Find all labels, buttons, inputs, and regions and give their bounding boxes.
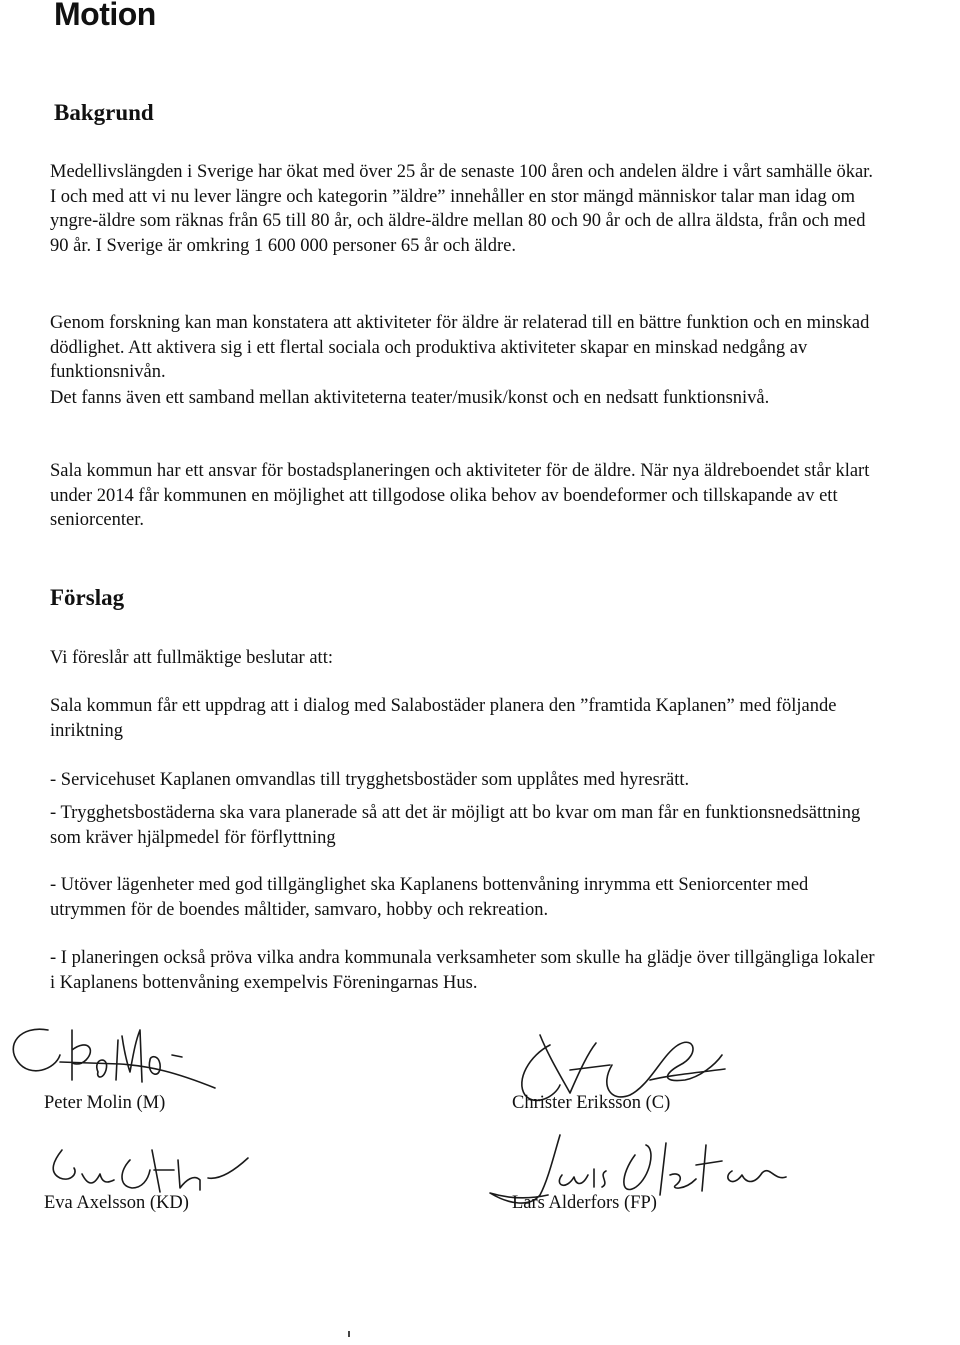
background-paragraph-2: Genom forskning kan man konstatera att aktiviteter för äldre är relaterad till en bättre funktion och en minskad dödlighet. Att aktivera sig i ett flertal sociala och produktiva aktiviteter skapar en minskad nedgång av funktionsnivån. — [50, 313, 870, 382]
background-paragraph-3: Det fanns även ett samband mellan aktiviteterna teater/musik/konst och en nedsatt funktionsnivå. — [50, 388, 770, 408]
proposal-assignment: Sala kommun får ett uppdrag att i dialog med Salabostäder planera den ”framtida Kaplanen” med följande inriktning — [50, 696, 837, 741]
proposal-bullet-3: - Utöver lägenheter med god tillgänglighet ska Kaplanens bottenvåning inrymma ett Seniorcenter med utrymmen för de boendes måltider, samvaro, hobby och rekreation. — [50, 875, 809, 920]
signature-name-peter-molin: Peter Molin (M) — [44, 1093, 166, 1113]
proposal-intro: Vi föreslår att fullmäktige beslutar att: — [50, 648, 333, 668]
signature-name-christer-eriksson: Christer Eriksson (C) — [512, 1093, 671, 1113]
section-heading-proposal: Förslag — [50, 585, 125, 610]
scan-speck — [348, 1331, 350, 1337]
background-paragraph-4: Sala kommun har ett ansvar för bostadsplaneringen och aktiviteter för de äldre. När nya äldreboendet står klart under 2014 får kommunen en möjlighet att tillgodose olika behov av boendeformer och tillskapande av ett seniorcenter. — [50, 461, 870, 530]
proposal-bullet-2: - Trygghetsbostäderna ska vara planerade så att det är möjligt att bo kvar om man får en funktionsnedsättning som kräver hjälpmedel för förflyttning — [50, 803, 861, 848]
document-title: Motion — [54, 0, 156, 32]
proposal-bullet-4: - I planeringen också pröva vilka andra kommunala verksamheter som skulle ha glädje över tillgängliga lokaler i Kaplanens bottenvåning exempelvis Föreningarnas Hus. — [50, 948, 875, 993]
proposal-bullet-1: - Servicehuset Kaplanen omvandlas till trygghetsbostäder som upplåtes med hyresrätt. — [50, 770, 690, 790]
background-paragraph-1: Medellivslängden i Sverige har ökat med över 25 år de senaste 100 åren och andelen äldre i vårt samhälle ökar. I och med att vi nu lever längre och kategorin ”äldre” innehåller en stor mängd människor talar man idag om yngre-äldre som räknas från 65 till 80 år, och äldre-äldre mellan 80 och 90 år och de allra äldsta, från och med 90 år. I Sverige är omkring 1 600 000 personer 65 år och äldre. — [50, 162, 873, 256]
signature-name-lars-alderfors: Lars Alderfors (FP) — [512, 1193, 657, 1213]
signature-name-eva-axelsson: Eva Axelsson (KD) — [44, 1193, 189, 1213]
handwritten-signature-peter-molin — [0, 1000, 230, 1100]
section-heading-background: Bakgrund — [54, 100, 154, 125]
